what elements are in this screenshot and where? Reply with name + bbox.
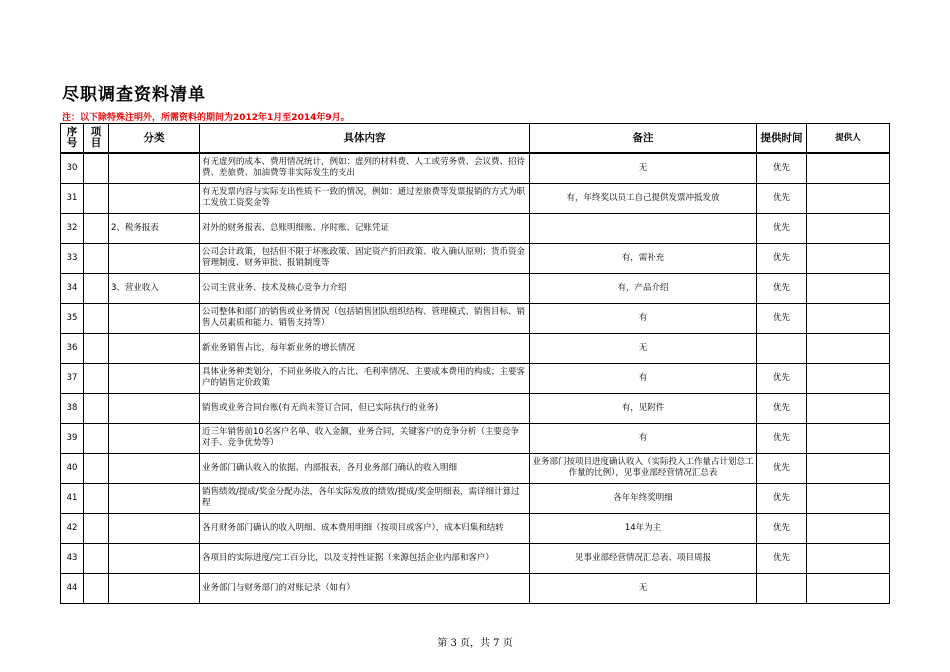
row-time: 优先 [757, 243, 807, 273]
header-time: 提供时间 [757, 124, 807, 154]
row-content: 公司会计政策，包括但不限于坏账政策、固定资产折旧政策、收入确认原则；货币资金管理制度、财务审批、报销制度等 [200, 243, 530, 273]
row-seq: 39 [61, 423, 84, 453]
header-item: 项目 [84, 124, 109, 154]
table-row [61, 333, 890, 363]
row-provider [807, 543, 890, 573]
row-provider [807, 423, 890, 453]
row-content: 近三年销售前10名客户名单、收入金额，业务合同，关键客户的竞争分析（主要竞争对手、竞争优势等） [200, 423, 530, 453]
table-row [61, 183, 890, 213]
row-category [109, 303, 200, 333]
row-provider [807, 393, 890, 423]
row-time: 优先 [757, 483, 807, 513]
row-provider [807, 183, 890, 213]
row-time [757, 333, 807, 363]
table-row [61, 243, 890, 273]
row-remarks: 有 [530, 423, 757, 453]
due-diligence-table [60, 123, 890, 604]
row-time: 优先 [757, 213, 807, 243]
row-category [109, 573, 200, 603]
row-seq: 34 [61, 273, 84, 303]
row-provider [807, 573, 890, 603]
row-item [84, 453, 109, 483]
row-remarks: 见事业部经营情况汇总表、项目周报 [530, 543, 757, 573]
row-content: 公司主营业务、技术及核心竞争力介绍 [200, 273, 530, 303]
row-content: 具体业务种类划分，不同业务收入的占比、毛利率情况、主要成本费用的构成；主要客户的销售定价政策 [200, 363, 530, 393]
period-note: 注：以下除特殊注明外，所需资料的期间为2012年1月至2014年9月。 [62, 113, 350, 123]
row-provider [807, 453, 890, 483]
row-category [109, 483, 200, 513]
row-seq: 33 [61, 243, 84, 273]
table-row [61, 453, 890, 483]
row-category [109, 183, 200, 213]
row-seq: 36 [61, 333, 84, 363]
table-row [61, 543, 890, 573]
table-row [61, 573, 890, 603]
row-content: 有无发票内容与实际支出性质不一致的情况，例如：通过差旅费等发票报销的方式为职工发放工资奖金等 [200, 183, 530, 213]
row-item [84, 153, 109, 183]
row-category [109, 243, 200, 273]
row-provider [807, 213, 890, 243]
table-row [61, 303, 890, 333]
row-content: 有无虚列的成本、费用情况统计，例如：虚列的材料费、人工或劳务费、会议费、招待费、差旅费、加油费等非实际发生的支出 [200, 153, 530, 183]
row-remarks: 有，需补充 [530, 243, 757, 273]
row-seq: 31 [61, 183, 84, 213]
row-item [84, 243, 109, 273]
row-provider [807, 363, 890, 393]
row-seq: 44 [61, 573, 84, 603]
row-time: 优先 [757, 273, 807, 303]
row-remarks [530, 213, 757, 243]
row-item [84, 513, 109, 543]
header-remarks: 备注 [530, 124, 757, 154]
table-row [61, 213, 890, 243]
row-item [84, 483, 109, 513]
table-row [61, 483, 890, 513]
row-seq: 40 [61, 453, 84, 483]
row-time: 优先 [757, 393, 807, 423]
row-remarks: 各年年终奖明细 [530, 483, 757, 513]
row-category: 3、营业收入 [109, 273, 200, 303]
row-seq: 32 [61, 213, 84, 243]
table-row [61, 393, 890, 423]
row-item [84, 423, 109, 453]
row-time: 优先 [757, 303, 807, 333]
document-title: 尽职调查资料清单 [62, 85, 206, 105]
row-category [109, 543, 200, 573]
row-seq: 43 [61, 543, 84, 573]
row-item [84, 333, 109, 363]
page-footer: 第 3 页，共 7 页 [437, 638, 513, 649]
row-content: 对外的财务报表、总账明细账、序时账、记账凭证 [200, 213, 530, 243]
row-remarks: 业务部门按项目进度确认收入（实际投入工作量占计划总工作量的比例），见事业部经营情况汇总表 [530, 453, 757, 483]
row-seq: 42 [61, 513, 84, 543]
row-provider [807, 513, 890, 543]
row-remarks: 14年为主 [530, 513, 757, 543]
row-category [109, 393, 200, 423]
row-category [109, 423, 200, 453]
row-seq: 35 [61, 303, 84, 333]
row-remarks: 有，年终奖以员工自己提供发票冲抵发放 [530, 183, 757, 213]
row-item [84, 543, 109, 573]
row-category [109, 363, 200, 393]
row-provider [807, 483, 890, 513]
row-remarks: 有 [530, 363, 757, 393]
table-row [61, 363, 890, 393]
row-content: 公司整体和部门的销售或业务情况（包括销售团队组织结构、管理模式、销售目标、销售人员素质和能力、销售支持等） [200, 303, 530, 333]
table-header-row [61, 124, 890, 154]
row-provider [807, 153, 890, 183]
row-item [84, 393, 109, 423]
row-remarks: 有，产品介绍 [530, 273, 757, 303]
row-time: 优先 [757, 153, 807, 183]
row-content: 销售绩效/提成/奖金分配办法，各年实际发放的绩效/提成/奖金明细表，需详细计算过程 [200, 483, 530, 513]
row-seq: 37 [61, 363, 84, 393]
row-content: 各月财务部门确认的收入明细、成本费用明细（按项目或客户），成本归集和结转 [200, 513, 530, 543]
row-content: 业务部门确认收入的依据、内部报表，各月业务部门确认的收入明细 [200, 453, 530, 483]
row-time: 优先 [757, 543, 807, 573]
row-content: 业务部门与财务部门的对账记录（如有） [200, 573, 530, 603]
row-content: 各项目的实际进度/完工百分比，以及支持性证据（来源包括企业内部和客户） [200, 543, 530, 573]
row-category [109, 453, 200, 483]
row-seq: 30 [61, 153, 84, 183]
row-category: 2、税务报表 [109, 213, 200, 243]
row-provider [807, 273, 890, 303]
header-category: 分类 [109, 124, 200, 154]
row-item [84, 573, 109, 603]
row-remarks: 无 [530, 333, 757, 363]
row-item [84, 213, 109, 243]
row-category [109, 333, 200, 363]
table-row [61, 273, 890, 303]
row-time: 优先 [757, 423, 807, 453]
row-item [84, 303, 109, 333]
row-item [84, 183, 109, 213]
row-time: 优先 [757, 453, 807, 483]
table-row [61, 153, 890, 183]
row-remarks: 有，见附件 [530, 393, 757, 423]
row-remarks: 无 [530, 573, 757, 603]
row-provider [807, 303, 890, 333]
row-time: 优先 [757, 513, 807, 543]
row-content: 销售或业务合同台账(有无尚未签订合同，但已实际执行的业务) [200, 393, 530, 423]
header-provider: 提供人 [807, 124, 890, 154]
row-content: 新业务销售占比，每年新业务的增长情况 [200, 333, 530, 363]
row-item [84, 363, 109, 393]
row-remarks: 无 [530, 153, 757, 183]
table-row [61, 513, 890, 543]
row-remarks: 有 [530, 303, 757, 333]
row-time [757, 573, 807, 603]
table-row [61, 423, 890, 453]
row-provider [807, 333, 890, 363]
header-content: 具体内容 [200, 124, 530, 154]
header-seq: 序号 [61, 124, 84, 154]
row-item [84, 273, 109, 303]
row-category [109, 513, 200, 543]
row-provider [807, 243, 890, 273]
row-time: 优先 [757, 363, 807, 393]
row-category [109, 153, 200, 183]
row-seq: 38 [61, 393, 84, 423]
row-time: 优先 [757, 183, 807, 213]
row-seq: 41 [61, 483, 84, 513]
